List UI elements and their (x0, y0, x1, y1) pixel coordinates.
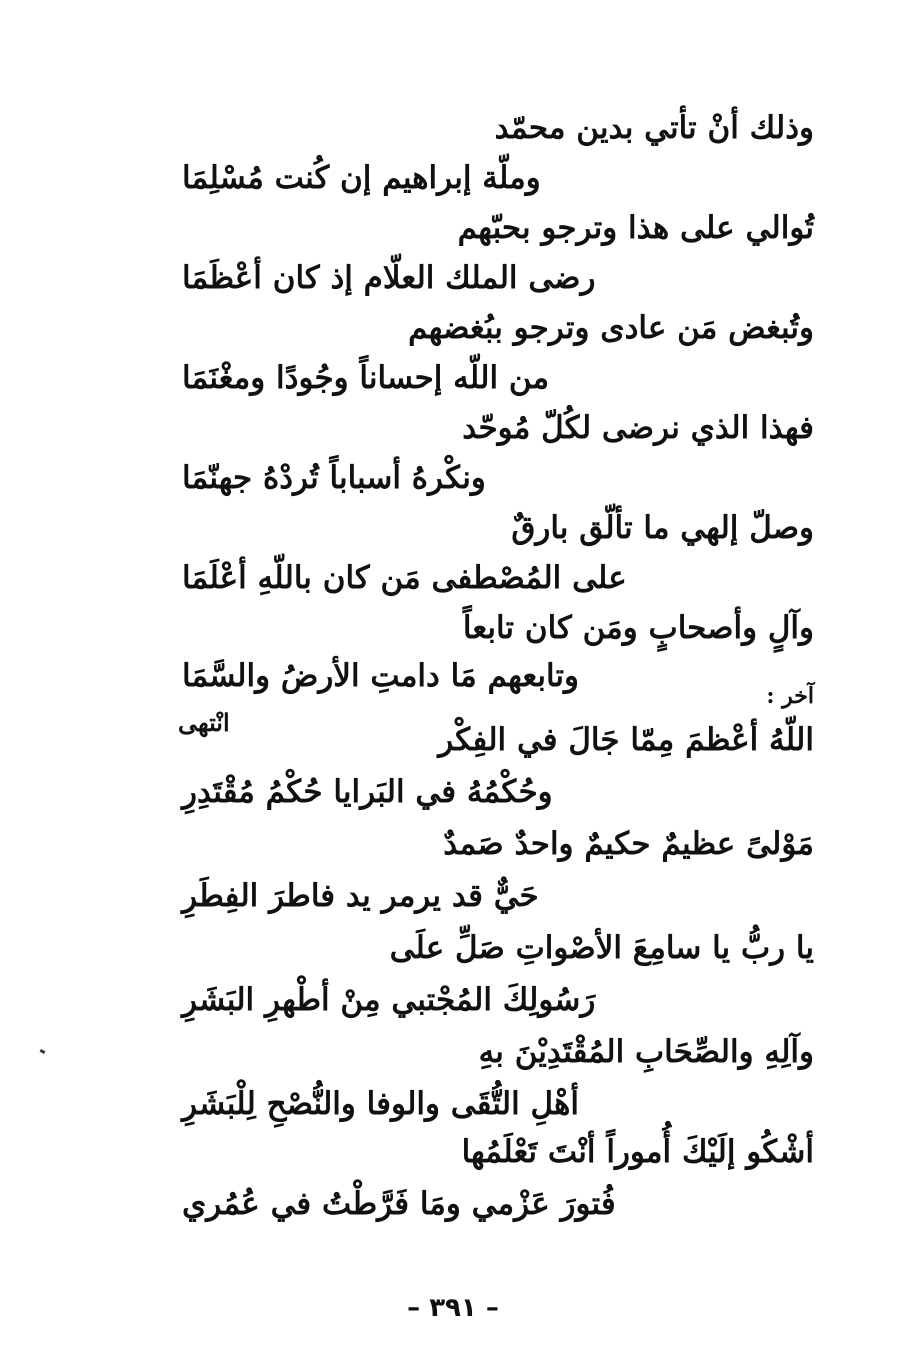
poem-one-line: تُوالي على هذا وترجو بحبّهم (457, 210, 814, 246)
poem-two-line: اللّهُ أعْظمَ مِمّا جَالَ في الفِكْر (438, 722, 814, 758)
poem-one-line: من اللّه إحساناً وجُودًا ومغْنَمَا (182, 360, 550, 396)
poem-one-line: وصلّ إلهي ما تألّق بارقٌ (511, 510, 814, 546)
page-number: – ٣٩١ – (407, 1293, 499, 1323)
poem-one-line: وتابعهم مَا دامتِ الأرضُ والسَّمَا (182, 658, 580, 694)
poem-two-line: أشْكُو إلَيْكَ أُموراً أنْتَ تَعْلَمُها (461, 1134, 814, 1170)
scan-speck (40, 1049, 46, 1054)
poem-two-line: يا ربُّ يا سامِعَ الأصْواتِ صَلِّ علَى (389, 930, 814, 966)
poem-one-line: رضى الملك العلّام إذ كان أعْظَمَا (182, 260, 596, 296)
poem-one-line: على المُصْطفى مَن كان باللّهِ أعْلَمَا (182, 560, 627, 596)
poem-one-line: وملّة إبراهيم إن كُنت مُسْلِمَا (182, 160, 541, 196)
section-label: آخر : (766, 683, 814, 709)
poem-two-line: حَيٌّ قد يرمر يد فاطرَ الفِطَرِ (182, 878, 539, 914)
poem-two-line: وحُكْمُهُ في البَرايا حُكْمُ مُقْتَدِرِ (182, 774, 553, 810)
poem-two-line: وآلِهِ والصِّحَابِ المُقْتَدِيْنَ بهِ (478, 1034, 814, 1070)
poem-two-line: مَوْلىً عظيمٌ حكيمٌ واحدٌ صَمدٌ (443, 826, 814, 862)
poem-two-line: رَسُولِكَ المُجْتبي مِنْ أطْهرِ البَشَرِ (182, 982, 596, 1018)
poem-one-line: فهذا الذي نرضى لكُلّ مُوحّد (462, 410, 814, 446)
poem-one-line: وذلك أنْ تأتي بدين محمّد (494, 110, 814, 146)
poem-one-line: وتُبغض مَن عادى وترجو ببُغضهم (408, 310, 814, 346)
poem-one-line: ونكْرهُ أسباباً تُردْهُ جهنّمَا (182, 460, 486, 496)
poem-one-line: وآلٍ وأصحابٍ ومَن كان تابعاً (462, 610, 814, 646)
poem-two-line: أهْلِ التُّقَى والوفا والنُّصْحِ لِلْبَشَرِ (182, 1086, 579, 1122)
poem-two-line: فُتورَ عَزْمي ومَا فَرَّطْتُ في عُمُري (182, 1186, 616, 1222)
end-note: انْتهى (178, 708, 230, 737)
